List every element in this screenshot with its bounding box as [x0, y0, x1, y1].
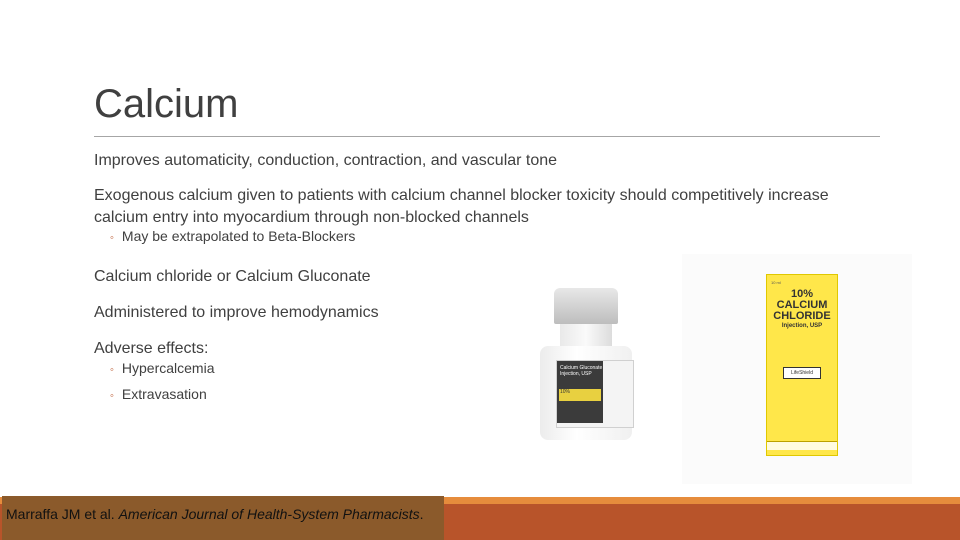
box-volume: 10 ml	[771, 280, 781, 285]
vial-label-pct: 10%	[560, 389, 571, 395]
vial-label-name: Calcium Gluconate	[560, 365, 603, 371]
box-name-3: Injection, USP	[781, 323, 823, 329]
sub-bullet-marker: ◦	[110, 232, 114, 244]
sub-bullet-text: May be extrapolated to Beta-Blockers	[121, 228, 356, 244]
vial-cap	[554, 288, 618, 324]
citation-journal: American Journal of Health-System Pharmacists	[118, 506, 420, 522]
sub-bullet-text: Hypercalcemia	[121, 360, 215, 376]
bullet-hemodynamics: Administered to improve hemodynamics	[94, 304, 379, 321]
bullet-automaticity: Improves automaticity, conduction, contraction, and vascular tone	[94, 152, 558, 169]
calcium-chloride-box-image	[766, 274, 838, 456]
sub-bullet-marker: ◦	[110, 390, 114, 402]
vial-label-type: Injection, USP	[560, 371, 592, 377]
citation-authors: Marraffa JM et al.	[6, 506, 119, 522]
bullet-adverse-effects: Adverse effects:	[94, 340, 209, 357]
sub-bullet-text: Extravasation	[121, 386, 207, 402]
citation	[6, 506, 424, 522]
title-divider	[94, 136, 880, 137]
box-name-1: CALCIUM	[776, 299, 828, 311]
box-bottom-strip	[767, 441, 837, 450]
sub-bullet-beta-blockers	[102, 226, 355, 248]
bullet-calcium-forms: Calcium chloride or Calcium Gluconate	[94, 268, 371, 285]
sub-bullet-hypercalcemia	[102, 358, 215, 380]
sub-bullet-extravasation	[102, 384, 207, 406]
vial-label	[556, 360, 634, 428]
slide-title: Calcium	[94, 82, 239, 126]
box-name-2: CHLORIDE	[773, 310, 831, 322]
citation-end: .	[419, 506, 424, 522]
vial-neck	[560, 324, 612, 348]
box-logo: LifeShield	[783, 367, 821, 379]
sub-bullet-marker: ◦	[110, 364, 114, 376]
box-pct: 10%	[790, 288, 814, 300]
calcium-gluconate-vial-image	[536, 288, 636, 448]
bullet-exogenous-calcium: Exogenous calcium given to patients with calcium channel blocker toxicity should competitively increase calcium entry into myocardium through non-blocked channels	[94, 187, 829, 226]
